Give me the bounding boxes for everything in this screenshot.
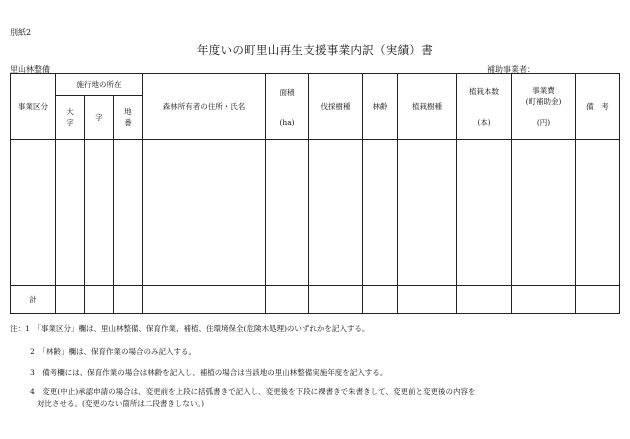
note-2: 2 「林齢」欄は、保育作業の場合のみ記入する。 (30, 347, 197, 356)
total-label: 計 (11, 286, 56, 314)
header-plant-count (457, 74, 512, 140)
header-cost-unit: (円) (536, 118, 551, 127)
note-3: 3 備考欄には、保育作業の場合は林齢を記入し、補植の場合は当該地の里山林整備実施年度を記入する。 (30, 368, 388, 377)
header-age: 林齢 (363, 74, 398, 140)
header-cost-label: 事業費 (532, 86, 555, 95)
header-chiban: 地番 (114, 96, 143, 140)
breakdown-table (10, 73, 620, 314)
header-aza: 字 (85, 96, 114, 140)
header-cost (512, 74, 576, 140)
note-4: 4 変更(中止)承認申請の場合は、変更前を上段に括弧書きで記入し、変更後を下段に裸書きで朱書きして、変更前と変更後の内容を (30, 387, 476, 396)
header-area-unit: (ha) (279, 117, 295, 127)
page-title: 年度いの町里山再生支援事業内訳（実績）書 (197, 43, 433, 57)
header-area (266, 74, 309, 140)
note-4-continued: 対比させる。(変更のない箇所は二段書きしない。) (37, 399, 205, 408)
header-remarks: 備 考 (576, 74, 620, 140)
operator-label: 補助事業者： (487, 65, 535, 74)
header-cut-species: 伐採樹種 (309, 74, 363, 140)
header-oaza: 大字 (56, 96, 85, 140)
section-label: 里山林整備 (10, 65, 50, 74)
header-plant-count-unit: (本) (477, 117, 491, 127)
total-row (11, 286, 620, 314)
header-plant-species: 植栽樹種 (398, 74, 457, 140)
header-location: 施行地の所在 (56, 74, 143, 96)
header-plant-count-label: 植栽本数 (469, 86, 500, 96)
table-row (11, 140, 620, 286)
header-cost-sub: (町補助金) (525, 97, 562, 106)
header-area-label: 面積 (279, 87, 295, 97)
document-number: 別紙2 (10, 28, 32, 37)
note-1: 注：1 「事業区分」欄は、里山林整備、保育作業、補植、住環境保全(危険木処理)のいずれかを記入する。 (10, 324, 370, 333)
header-owner: 森林所有者の住所・氏名 (143, 74, 266, 140)
header-kubun: 事業区分 (11, 74, 56, 140)
